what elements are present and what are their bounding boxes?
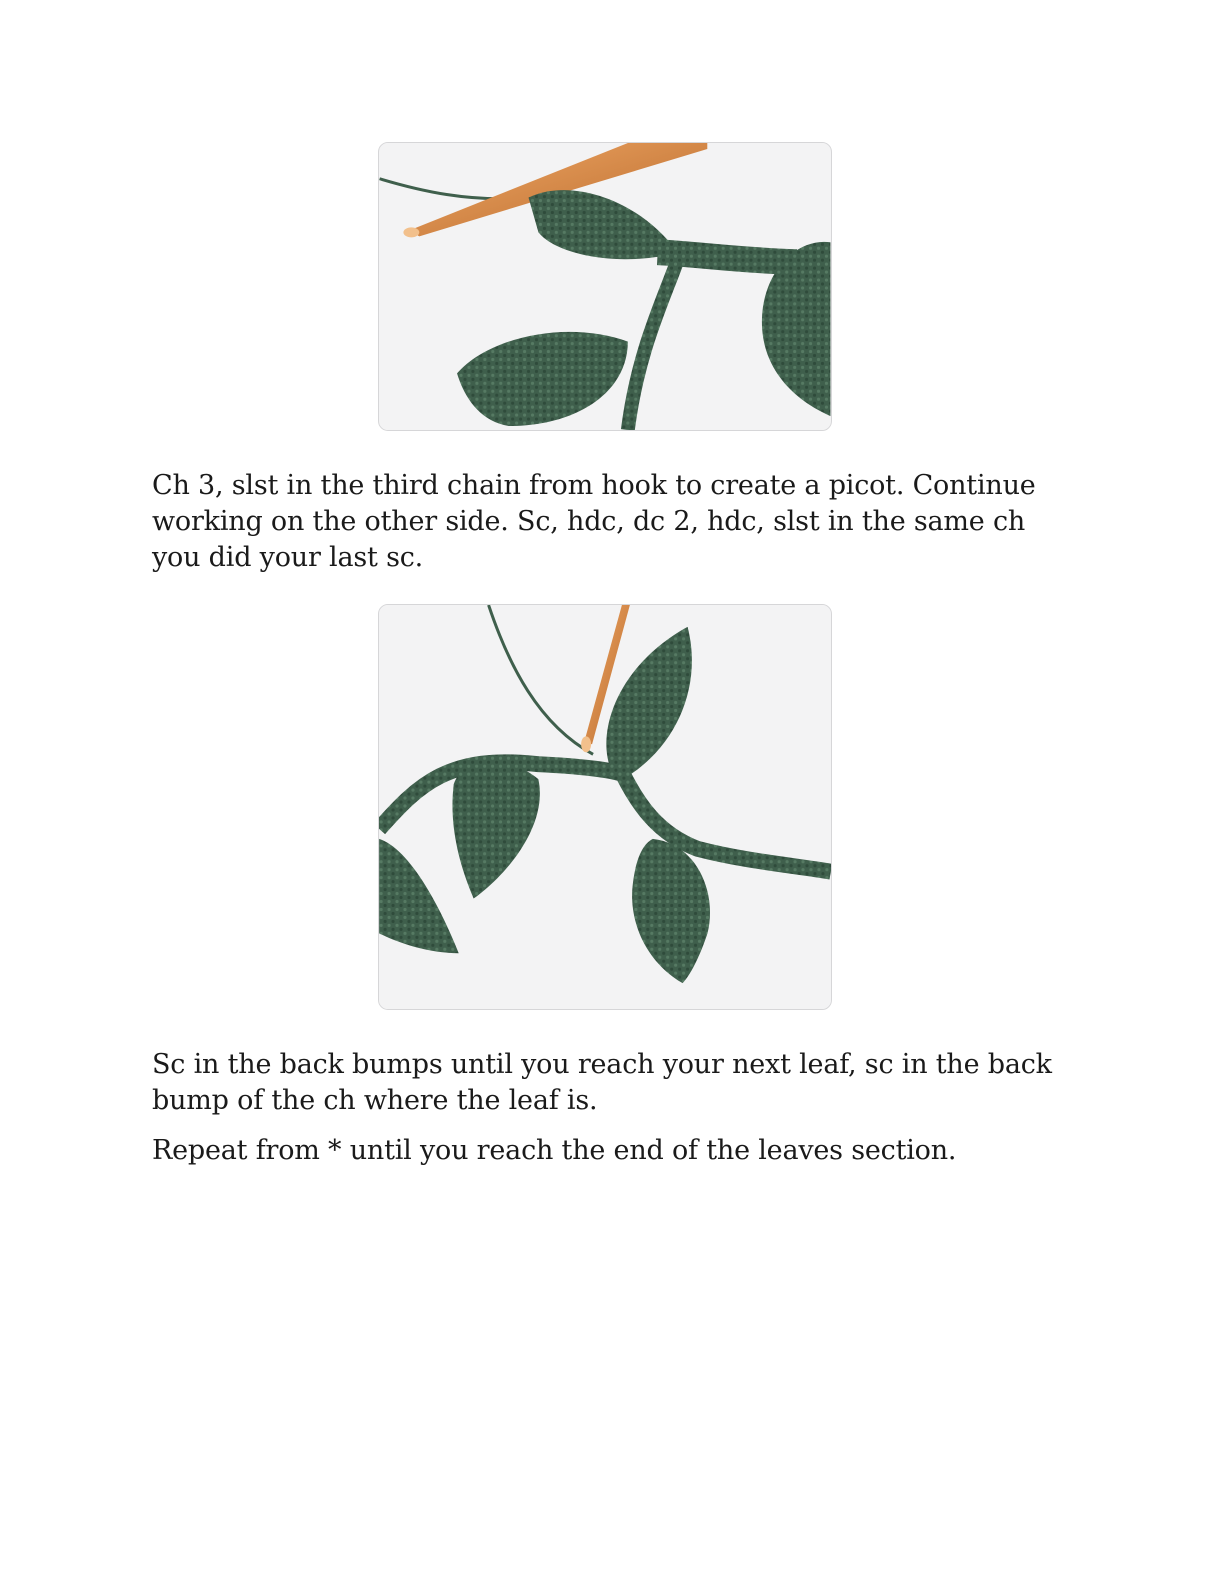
crochet-step-photo-1: [378, 142, 832, 431]
crochet-leaf-garland-photo-icon: [379, 605, 831, 1009]
instruction-paragraph-picot: Ch 3, slst in the third chain from hook to create a picot. Continue working on the other side. Sc, hdc, dc 2, hdc, slst in the same ch you did your last sc.: [152, 470, 1036, 573]
crochet-leaf-garland-photo-icon: [379, 143, 831, 430]
instruction-paragraph-repeat: Repeat from * until you reach the end of the leaves section.: [152, 1135, 957, 1166]
crochet-step-photo-2: [378, 604, 832, 1010]
instruction-paragraph-back-bumps: Sc in the back bumps until you reach your next leaf, sc in the back bump of the ch where the leaf is.: [152, 1049, 1052, 1116]
